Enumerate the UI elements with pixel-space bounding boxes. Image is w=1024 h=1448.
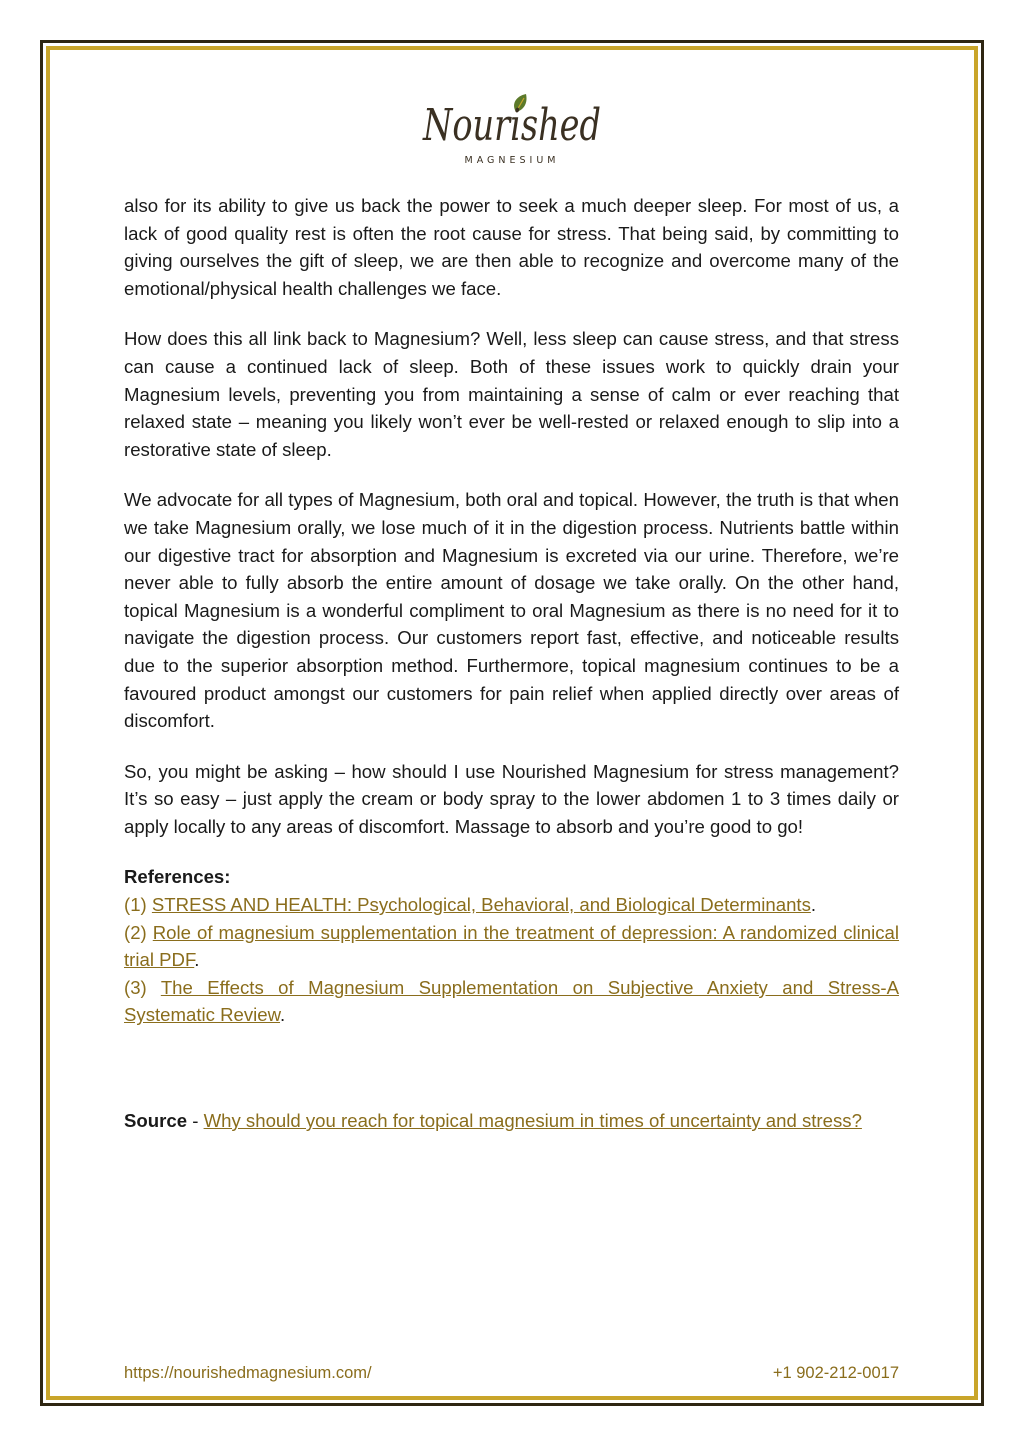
article-body: [124, 192, 899, 1135]
source-line: [124, 1107, 899, 1135]
footer-phone[interactable]: +1 902-212-0017: [772, 1364, 899, 1382]
references-heading: References:: [124, 866, 231, 888]
references-section: [124, 863, 899, 1029]
body-paragraph: We advocate for all types of Magnesium, both oral and topical. However, the truth is that when we take Magnesium orally, we lose much of it in the digestion process. Nutrients battle within our digestive tract for absorption and Magnesium is excreted via our urine. Therefore, we’re never able to fully absorb the entire amount of dosage we take orally. On the other hand, topical Magnesium is a wonderful compliment to oral Magnesium as there is no need for it to navigate the digestion process. Our customers report fast, effective, and noticeable results due to the superior absorption method. Furthermore, topical magnesium continues to be a favoured product amongst our customers for pain relief when applied directly over areas of discomfort.: [124, 489, 899, 732]
footer-website[interactable]: https://nourishedmagnesium.com/: [124, 1364, 372, 1382]
reference-number: (1): [124, 894, 152, 916]
reference-period: .: [280, 1004, 286, 1026]
reference-link[interactable]: Role of magnesium supplementation in the treatment of depression: A randomized clinical trial PDF: [124, 921, 900, 971]
body-paragraph: also for its ability to give us back the power to seek a much deeper sleep. For most of us, a lack of good quality rest is often the root cause for stress. That being said, by committing to giving ourselves the gift of sleep, we are then able to recognize and overcome many of the emotional/physical health challenges we face.: [124, 195, 899, 299]
logo-graphic: [412, 90, 612, 170]
reference-item: [124, 974, 899, 1029]
source-link[interactable]: Why should you reach for topical magnesium in times of uncertainty and stress?: [203, 1110, 862, 1132]
reference-link[interactable]: STRESS AND HEALTH: Psychological, Behavioral, and Biological Determinants: [151, 894, 811, 916]
logo-wordmark: Nourished: [422, 100, 601, 151]
reference-link[interactable]: The Effects of Magnesium Supplementation on Subjective Anxiety and Stress-A Systematic Review: [124, 976, 899, 1026]
reference-item: [124, 919, 899, 974]
reference-period: .: [194, 949, 200, 971]
source-separator: -: [187, 1110, 204, 1132]
logo-subtitle: MAGNESIUM: [464, 155, 560, 166]
body-paragraph: So, you might be asking – how should I use Nourished Magnesium for stress management? It’s so easy – just apply the cream or body spray to the lower abdomen 1 to 3 times daily or apply locally to any areas of discomfort. Massage to absorb and you’re good to go!: [124, 760, 899, 837]
brand-logo: [412, 90, 612, 170]
reference-number: (2): [124, 921, 153, 943]
body-paragraph: How does this all link back to Magnesium? Well, less sleep can cause stress, and that stress can cause a continued lack of sleep. Both of these issues work to quickly drain your Magnesium levels, preventing you from maintaining a sense of calm or ever reaching that relaxed state – meaning you likely won’t ever be well-rested or relaxed enough to slip into a restorative state of sleep.: [124, 328, 899, 460]
source-label: Source: [124, 1110, 188, 1132]
reference-period: .: [810, 894, 817, 916]
reference-item: [124, 891, 899, 919]
reference-number: (3): [124, 976, 161, 998]
